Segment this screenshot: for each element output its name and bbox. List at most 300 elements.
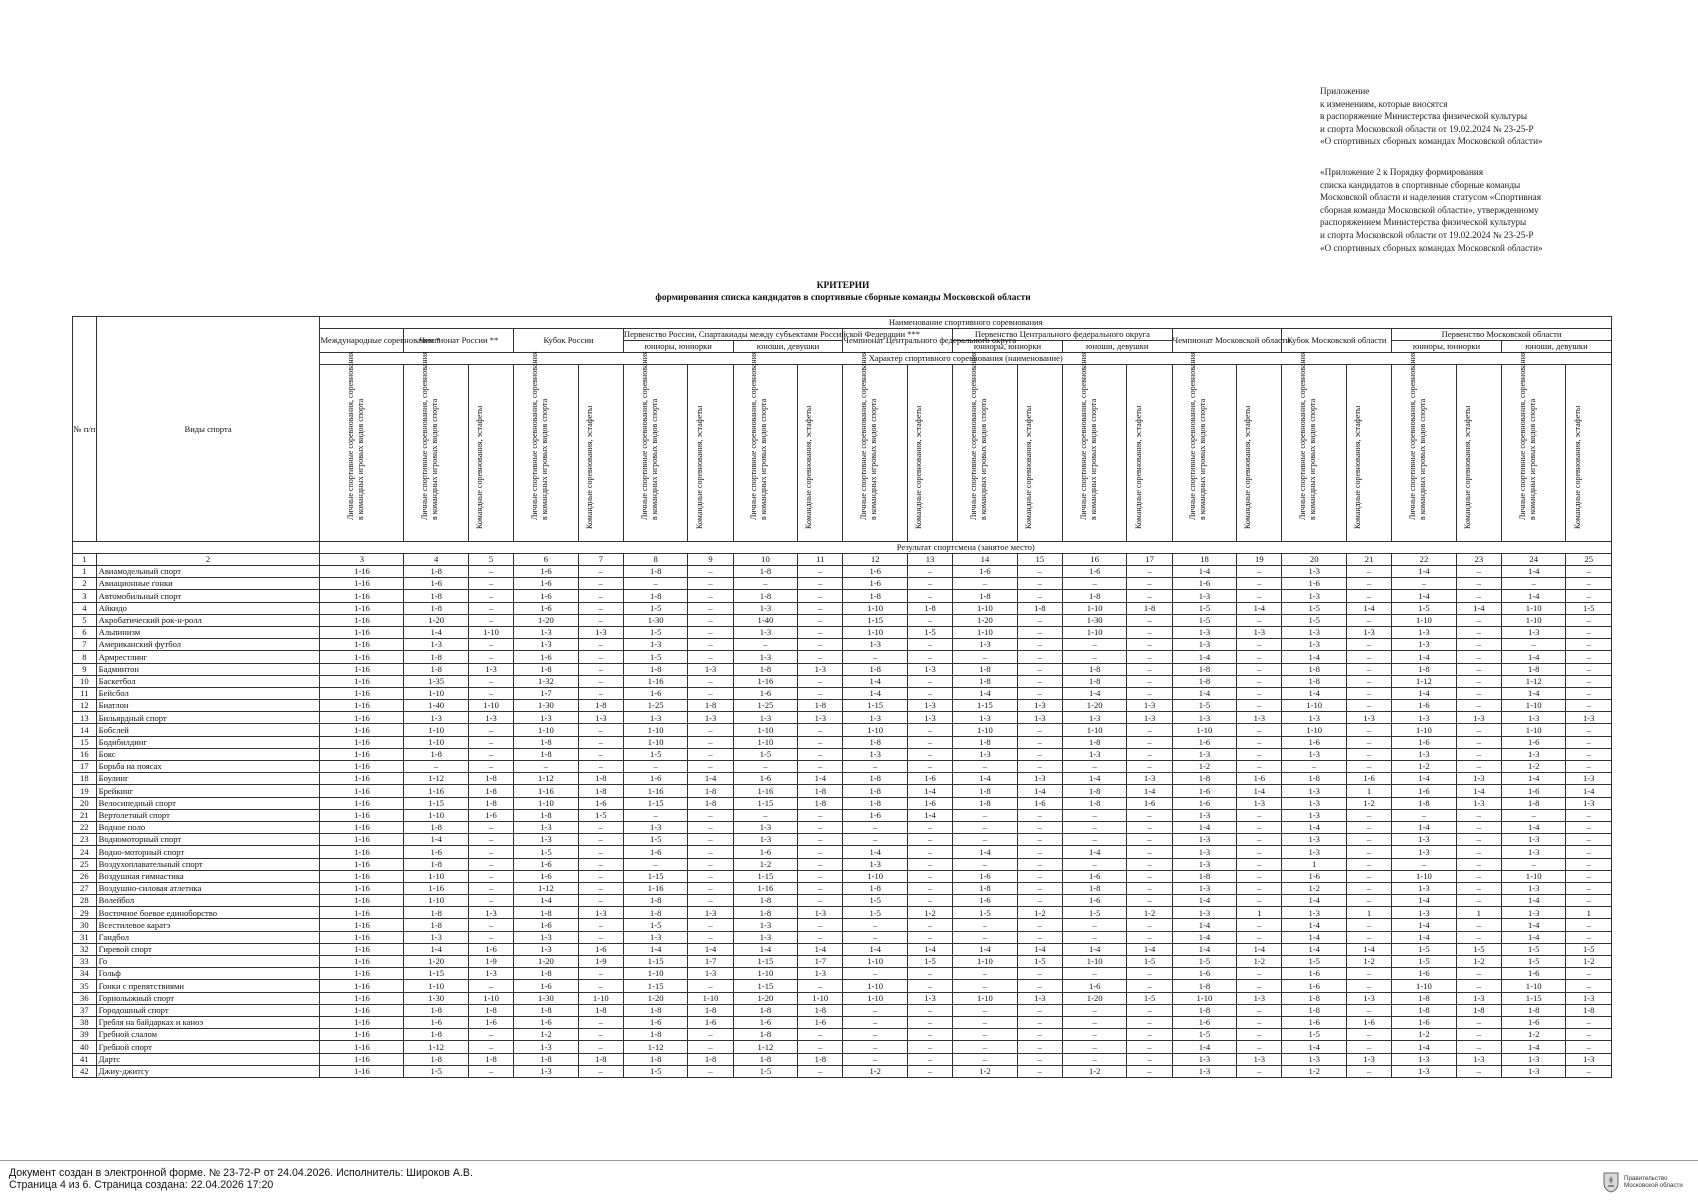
result-cell: 1-6 [514,980,579,992]
result-cell: – [843,821,908,833]
result-cell: 1-3 [953,639,1018,651]
result-cell: – [1237,980,1282,992]
result-cell: – [578,968,623,980]
header-type-personal [623,351,688,542]
result-cell: – [798,858,843,870]
result-cell: – [578,663,623,675]
result-cell: 1-4 [1237,785,1282,797]
result-cell: – [1456,834,1501,846]
header-russia-youth-championship: Первенство России, Спартакиады между субъектами Российской Федерации *** [623,329,921,339]
result-cell: – [953,1041,1018,1053]
result-cell: 1-15 [733,797,798,809]
result-cell: – [1237,858,1282,870]
result-cell: 1-5 [1501,956,1566,968]
result-cell: 1-8 [404,919,469,931]
result-cell: – [1566,895,1612,907]
result-cell: – [1566,700,1612,712]
result-cell: 1-8 [404,602,469,614]
result-cell: 1-8 [1172,663,1237,675]
table-row [73,724,1612,736]
result-cell: 1-3 [1172,1065,1237,1077]
row-number: 12 [73,700,97,712]
result-cell: – [1237,614,1282,626]
result-cell: 1-8 [1062,797,1127,809]
sport-name: Бильярдный спорт [96,712,320,724]
sport-name: Айкидо [96,602,320,614]
result-cell: 1-3 [468,663,513,675]
result-cell: 1-4 [1172,566,1237,578]
result-cell: 1-3 [688,663,733,675]
header-type-label: Личные спортивные соревнования, соревнования в командных игровых видов спорта [1407,351,1427,520]
result-cell: 1-16 [320,882,404,894]
result-cell: – [843,1016,908,1028]
result-cell: 1-3 [1501,1065,1566,1077]
header-cfd-youth-championship: Первенство Центрального федерального округа [953,329,1173,341]
table-row [73,797,1612,809]
result-cell: – [1017,821,1062,833]
result-cell: 1-10 [468,626,513,638]
row-number: 18 [73,773,97,785]
result-cell: – [1456,590,1501,602]
result-cell: – [1282,761,1347,773]
result-cell: 1-4 [1172,931,1237,943]
result-cell: – [1346,968,1391,980]
result-cell: 1-3 [1392,748,1457,760]
result-cell: 1-6 [1127,797,1172,809]
result-cell: 1-16 [320,968,404,980]
header-type-personal [1392,351,1457,542]
result-cell: – [1566,821,1612,833]
result-cell: – [1062,858,1127,870]
result-cell: – [798,590,843,602]
result-cell: – [1237,895,1282,907]
result-cell: 1-16 [320,834,404,846]
result-cell: – [1062,931,1127,943]
result-cell: – [907,895,952,907]
result-cell: – [688,895,733,907]
header-type-label: Личные спортивные соревнования, соревнования в командных игровых видов спорта [529,351,549,520]
result-cell: 1-3 [1566,1053,1612,1065]
result-cell: 1-6 [404,578,469,590]
result-cell: 1-15 [404,797,469,809]
result-cell: 1-4 [1501,919,1566,931]
table-row [73,785,1612,797]
result-cell: – [1017,590,1062,602]
result-cell: – [1566,1041,1612,1053]
result-cell: – [688,980,733,992]
result-cell: 1-6 [1062,566,1127,578]
result-cell: 1-10 [514,797,579,809]
result-cell: – [1017,748,1062,760]
result-cell: – [1017,639,1062,651]
result-cell: 1-4 [514,895,579,907]
annex-bottom-line: сборная команда Московской области», утвержденному [1320,204,1539,215]
result-cell: – [1237,566,1282,578]
column-number: 5 [468,554,513,566]
result-cell: – [1456,748,1501,760]
result-cell: 1-2 [907,907,952,919]
result-cell: 1-7 [798,956,843,968]
header-age-juniors: юниоры, юниорки [623,341,733,353]
result-cell: – [688,1029,733,1041]
result-cell: 1-6 [514,602,579,614]
sport-name: Гонки с препятствиями [96,980,320,992]
result-cell: – [1062,834,1127,846]
result-cell: 1-8 [1062,590,1127,602]
result-cell: 1-4 [1392,895,1457,907]
result-cell: – [1017,724,1062,736]
row-number: 32 [73,943,97,955]
sport-name: Восточное боевое единоборство [96,907,320,919]
result-cell: 1-10 [843,980,908,992]
result-cell: 1-10 [1501,870,1566,882]
result-cell: 1-8 [733,566,798,578]
result-cell: 1-6 [843,578,908,590]
result-cell: 1-5 [1282,602,1347,614]
result-cell: 1-16 [404,785,469,797]
result-cell: – [578,858,623,870]
result-cell: 1-8 [1062,882,1127,894]
result-cell: 1-6 [733,687,798,699]
result-cell: 1-4 [843,687,908,699]
result-cell: 1 [1282,858,1347,870]
result-cell: – [953,761,1018,773]
result-cell: 1-3 [1172,882,1237,894]
result-cell: 1-8 [404,821,469,833]
result-cell: 1-8 [404,858,469,870]
result-cell: 1-20 [514,956,579,968]
column-number: 2 [96,554,320,566]
result-cell: – [1017,675,1062,687]
row-number: 10 [73,675,97,687]
result-cell: 1-4 [1392,687,1457,699]
result-cell: – [578,687,623,699]
coat-of-arms-icon [1602,1171,1620,1193]
result-cell: 1-3 [623,639,688,651]
result-cell: – [1456,858,1501,870]
result-cell: 1-6 [1501,736,1566,748]
result-cell: – [468,761,513,773]
annex-top-line: и спорта Московской области от 19.02.2024 № 23-25-Р [1320,123,1534,134]
result-cell: – [1017,687,1062,699]
result-cell: 1-3 [1392,846,1457,858]
result-cell: 1-4 [1282,687,1347,699]
result-cell: 1-3 [1392,907,1457,919]
column-number: 10 [733,554,798,566]
result-cell: – [907,639,952,651]
sport-name: Дартс [96,1053,320,1065]
result-cell: 1-6 [907,773,952,785]
sport-name: Велосипедный спорт [96,797,320,809]
result-cell: 1-8 [1501,663,1566,675]
result-cell: 1-3 [733,602,798,614]
result-cell: – [1346,931,1391,943]
annex-bottom-line: и спорта Московской области от 19.02.2024 № 23-25-Р [1320,229,1534,240]
result-cell: 1-16 [320,736,404,748]
result-cell: 1-10 [623,724,688,736]
header-type-team [1346,365,1391,542]
result-cell: – [1062,761,1127,773]
result-cell: – [688,675,733,687]
result-cell: 1-5 [1127,992,1172,1004]
result-cell: 1-20 [1062,992,1127,1004]
table-row [73,895,1612,907]
result-cell: 1-30 [514,700,579,712]
result-cell: 1-4 [953,773,1018,785]
sport-name: Гиревой спорт [96,943,320,955]
result-cell: – [798,761,843,773]
result-cell: – [1127,590,1172,602]
result-cell: 1-8 [1392,992,1457,1004]
result-cell: 1-3 [1566,712,1612,724]
result-cell: 1-8 [404,651,469,663]
column-number: 16 [1062,554,1127,566]
result-cell: – [1062,1029,1127,1041]
result-cell: – [1017,1053,1062,1065]
result-cell: 1-10 [1062,956,1127,968]
result-cell: 1-3 [1237,992,1282,1004]
result-cell: 1-3 [1282,907,1347,919]
result-cell: – [733,761,798,773]
result-cell: – [1456,639,1501,651]
result-cell: – [953,1016,1018,1028]
result-cell: – [1346,663,1391,675]
result-cell: 1-8 [514,748,579,760]
result-cell: – [578,602,623,614]
result-cell: – [1127,614,1172,626]
result-cell: – [623,858,688,870]
result-cell: – [578,834,623,846]
result-cell: – [688,614,733,626]
result-cell: 1-8 [733,590,798,602]
result-cell: 1-2 [1501,1029,1566,1041]
result-cell: 1-10 [953,626,1018,638]
header-age-juniors: юниоры, юниорки [953,341,1063,353]
result-cell: 1-8 [843,663,908,675]
annex-top-line: «О спортивных сборных командах Московской области» [1320,136,1543,147]
result-cell: – [798,882,843,894]
result-cell: – [1127,980,1172,992]
row-number: 34 [73,968,97,980]
result-cell: 1-3 [1282,626,1347,638]
result-cell: – [798,834,843,846]
result-cell: 1-8 [514,809,579,821]
result-cell: 1-40 [404,700,469,712]
header-age-youth: юноши, девушки [1501,341,1611,353]
result-cell: – [798,651,843,663]
table-row [73,1065,1612,1077]
result-cell: – [843,968,908,980]
result-cell: 1-3 [578,712,623,724]
result-cell: 1-8 [468,773,513,785]
column-number: 22 [1392,554,1457,566]
header-age-juniors: юниоры, юниорки [1392,341,1502,353]
result-cell: 1-8 [578,1053,623,1065]
result-cell: 1-6 [623,687,688,699]
result-cell: 1-3 [1172,626,1237,638]
result-cell: – [1566,980,1612,992]
result-cell: – [907,858,952,870]
header-mo-cup: Кубок Московской области [1282,329,1392,353]
result-cell: 1-6 [468,943,513,955]
sport-name: Авиамодельный спорт [96,566,320,578]
row-number: 8 [73,651,97,663]
header-type-label: Личные спортивные соревнования, соревнования в командных игровых видов спорта [1298,351,1317,520]
result-cell: – [688,870,733,882]
result-cell: 1-8 [514,663,579,675]
result-cell: 1-20 [953,614,1018,626]
sport-name: Вертолетный спорт [96,809,320,821]
result-cell: – [843,834,908,846]
result-cell: 1-10 [1501,614,1566,626]
result-cell: 1-6 [1062,895,1127,907]
result-cell: – [1566,882,1612,894]
result-cell: – [1456,870,1501,882]
result-cell: – [578,639,623,651]
result-cell: 1-8 [1282,773,1347,785]
header-type-label: Личные спортивные соревнования, соревнования в командных игровых видов спорта [639,351,659,520]
result-cell: 1-8 [1062,736,1127,748]
result-cell: 1-15 [843,614,908,626]
row-number: 1 [73,566,97,578]
result-cell: 1-3 [1237,712,1282,724]
header-type-label: Командные соревнования, эстафеты [1572,406,1582,530]
result-cell: 1-16 [320,602,404,614]
sport-name: Баскетбол [96,675,320,687]
result-cell: 1-6 [1172,736,1237,748]
result-cell: – [578,614,623,626]
result-cell: 1-15 [623,797,688,809]
footer-document-info: Документ создан в электронной форме. № 23-72-Р от 24.04.2026. Исполнитель: Широков А.В. [9,1167,473,1179]
result-cell: – [907,931,952,943]
result-cell: – [514,761,579,773]
result-cell: 1-4 [688,773,733,785]
column-number: 18 [1172,554,1237,566]
result-cell: 1-3 [468,907,513,919]
result-cell: 1-6 [578,943,623,955]
result-cell: 1-4 [1392,773,1457,785]
sport-name: Гребной спорт [96,1041,320,1053]
sport-name: Джиу-джитсу [96,1065,320,1077]
result-cell: – [688,651,733,663]
result-cell: 1-6 [1282,870,1347,882]
row-number: 41 [73,1053,97,1065]
result-cell: 1-3 [1282,809,1347,821]
result-cell: 1-16 [320,919,404,931]
result-cell: 1-8 [404,748,469,760]
result-cell: 1-5 [1566,943,1612,955]
result-cell: – [688,1065,733,1077]
table-row [73,907,1612,919]
result-cell: 1-8 [404,590,469,602]
sport-name: Горнолыжный спорт [96,992,320,1004]
result-cell: 1-8 [1566,1004,1612,1016]
result-cell: 1-16 [320,1004,404,1016]
result-cell: – [907,968,952,980]
result-cell: – [953,931,1018,943]
result-cell: – [468,748,513,760]
result-cell: 1-15 [1501,992,1566,1004]
result-cell: 1-15 [843,700,908,712]
result-cell: – [907,821,952,833]
table-row [73,956,1612,968]
result-cell: 1-4 [1017,943,1062,955]
sport-name: Гребной слалом [96,1029,320,1041]
result-cell: 1-12 [404,1041,469,1053]
result-cell: 1-6 [1282,980,1347,992]
result-cell: – [1456,626,1501,638]
result-cell: – [1566,834,1612,846]
result-cell: 1-3 [1501,748,1566,760]
result-cell: 1-4 [1062,943,1127,955]
result-cell: 1-4 [1282,943,1347,955]
result-cell: – [1456,761,1501,773]
result-cell: 1-6 [953,566,1018,578]
sport-name: Го [96,956,320,968]
column-number-row [73,554,1612,566]
row-number: 16 [73,748,97,760]
result-cell: 1-40 [733,614,798,626]
result-cell: 1-10 [1501,602,1566,614]
row-number: 35 [73,980,97,992]
result-cell: 1-3 [1392,626,1457,638]
result-cell: 1-6 [733,773,798,785]
result-cell: 1-8 [578,700,623,712]
result-cell: 1-8 [1172,1004,1237,1016]
result-cell: – [688,1041,733,1053]
row-number: 30 [73,919,97,931]
result-cell: – [1566,1029,1612,1041]
result-cell: 1-4 [843,675,908,687]
result-cell: 1-5 [1172,700,1237,712]
result-cell: – [798,846,843,858]
result-cell: 1-8 [404,907,469,919]
result-cell: – [798,626,843,638]
result-cell: 1-10 [404,724,469,736]
result-cell: 1-3 [514,712,579,724]
result-cell: – [907,919,952,931]
result-cell: 1-8 [688,785,733,797]
table-row [73,590,1612,602]
result-cell: 1-2 [1456,956,1501,968]
result-cell: 1-4 [1282,1041,1347,1053]
result-cell: – [1017,968,1062,980]
result-cell: – [1501,639,1566,651]
result-cell: 1-4 [1501,651,1566,663]
result-cell: – [843,1053,908,1065]
result-cell: 1-3 [578,626,623,638]
result-cell: 1-16 [733,882,798,894]
result-cell: 1-5 [623,651,688,663]
result-cell: 1-3 [1172,846,1237,858]
result-cell: – [1237,651,1282,663]
row-number: 4 [73,602,97,614]
result-cell: 1-6 [688,1016,733,1028]
result-cell: 1-12 [733,1041,798,1053]
sport-name: Армрестлинг [96,651,320,663]
result-cell: 1-4 [1237,602,1282,614]
result-cell: 1-5 [1392,943,1457,955]
result-cell: 1-10 [843,602,908,614]
result-cell: – [578,1065,623,1077]
result-cell: 1-3 [404,712,469,724]
result-cell: 1-35 [404,675,469,687]
header-type-label: Командные соревнования, эстафеты [1243,406,1253,530]
row-number: 36 [73,992,97,1004]
result-cell: 1-5 [907,956,952,968]
result-cell: – [1127,870,1172,882]
result-cell: 1-16 [404,882,469,894]
